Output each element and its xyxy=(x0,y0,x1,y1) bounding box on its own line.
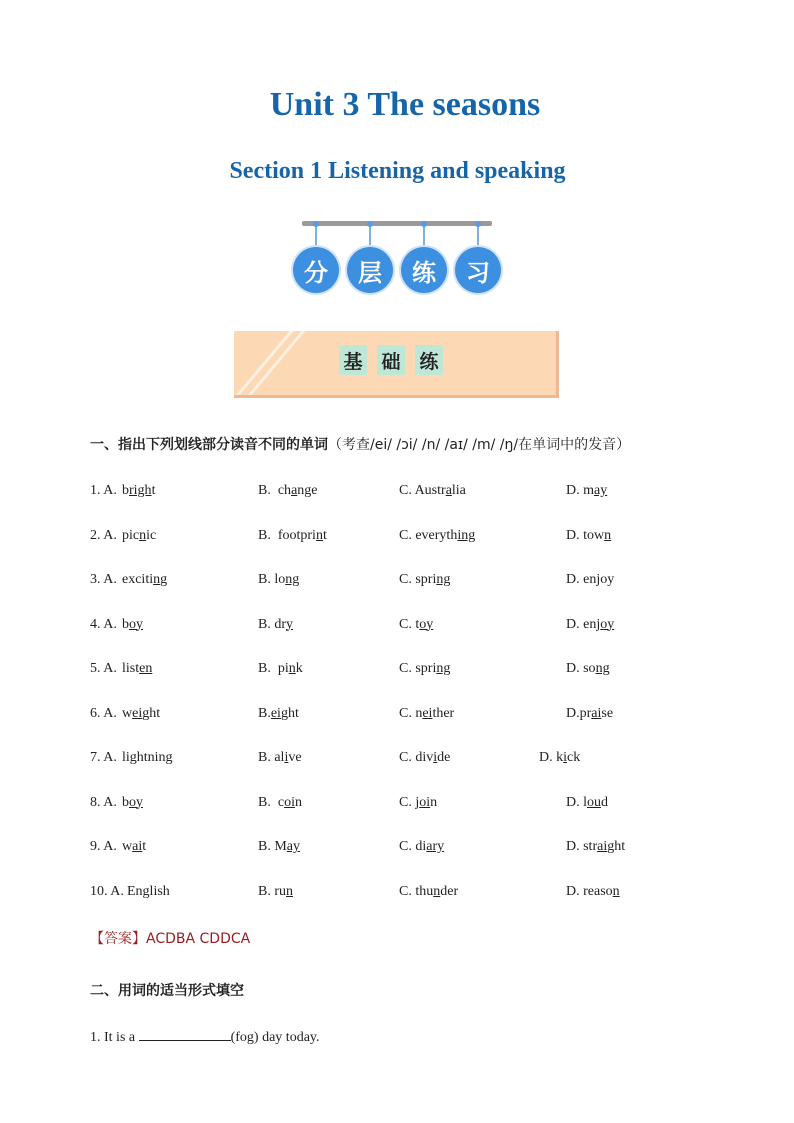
question-row xyxy=(0,795,794,815)
question-row xyxy=(0,839,794,859)
option-d: D. loud xyxy=(566,794,608,810)
option-c: C. spring xyxy=(399,661,451,676)
fill-suffix: (fog) day today. xyxy=(230,1030,320,1045)
option-b: B. run xyxy=(258,883,293,899)
tier-badge: 练 xyxy=(401,247,447,293)
option-c: C. diary xyxy=(399,839,445,854)
option-b: B. alive xyxy=(258,750,302,765)
option-c: C. thunder xyxy=(399,883,459,899)
option-a: English xyxy=(127,883,170,899)
option-d: D. town xyxy=(566,527,612,543)
question-row xyxy=(0,884,794,904)
section-heading xyxy=(90,434,630,454)
question-row xyxy=(0,750,794,770)
option-d: D. enjoy xyxy=(566,616,615,632)
question-number: 3. A. xyxy=(90,572,117,587)
question-row xyxy=(0,617,794,637)
option-b: B.eight xyxy=(258,705,299,721)
option-d: D. straight xyxy=(566,839,626,854)
option-a: boy xyxy=(122,794,143,810)
option-d: D. enjoy xyxy=(566,572,615,587)
question-number: 6. A. xyxy=(90,705,117,721)
option-b: B. May xyxy=(258,839,301,854)
section-heading-text: 一、指出下列划线部分读音不同的单词 xyxy=(90,437,328,453)
question-number: 1. A. xyxy=(90,483,117,498)
tier-badge: 分 xyxy=(293,247,339,293)
question-number: 2. A. xyxy=(90,527,117,543)
option-b: B. change xyxy=(258,483,318,498)
section-heading-note: （考查/ei/ /ɔi/ /n/ /aɪ/ /m/ /ŋ/在单词中的发音） xyxy=(328,437,631,453)
option-d: D. reason xyxy=(566,883,620,899)
question-number: 4. A. xyxy=(90,616,117,632)
option-a: weight xyxy=(122,705,161,721)
banner-tile: 练 xyxy=(415,345,443,375)
question-row xyxy=(0,572,794,592)
option-d: D. song xyxy=(566,661,610,676)
option-c: C. Australia xyxy=(399,483,466,498)
option-d: D. may xyxy=(566,483,608,498)
option-c: C. everything xyxy=(399,527,476,543)
tier-badge: 层 xyxy=(347,247,393,293)
level-banner xyxy=(234,331,559,398)
option-b: B. pink xyxy=(258,661,303,676)
option-a: picnic xyxy=(122,527,157,543)
question-number: 5. A. xyxy=(90,661,117,676)
question-number: 8. A. xyxy=(90,794,117,810)
fill-question xyxy=(90,1027,320,1046)
page-title: Unit 3 The seasons xyxy=(269,86,541,123)
answer-blank[interactable] xyxy=(139,1027,231,1041)
banner-tile: 基 xyxy=(339,345,367,375)
option-a: boy xyxy=(122,616,143,632)
option-a: exciting xyxy=(122,572,168,587)
question-number: 10. A. xyxy=(90,883,124,899)
option-c: C. spring xyxy=(399,572,451,587)
option-a: listen xyxy=(122,661,153,676)
option-b: B. dry xyxy=(258,616,293,632)
option-b: B. coin xyxy=(258,794,302,810)
section-heading: 二、用词的适当形式填空 xyxy=(90,983,244,999)
option-a: lightning xyxy=(122,750,173,765)
banner-tile: 础 xyxy=(377,345,405,375)
option-a: bright xyxy=(122,483,156,498)
option-b: B. long xyxy=(258,572,300,587)
option-c: C. toy xyxy=(399,616,434,632)
answer-key: 【答案】ACDBA CDDCA xyxy=(90,931,251,947)
option-d: D.praise xyxy=(566,705,614,721)
question-row xyxy=(0,528,794,548)
question-row xyxy=(0,483,794,503)
question-number: 9. A. xyxy=(90,839,117,854)
tier-badge: 习 xyxy=(455,247,501,293)
option-b: B. footprint xyxy=(258,527,327,543)
question-row xyxy=(0,706,794,726)
hanging-rail xyxy=(302,221,492,226)
page-subtitle: Section 1 Listening and speaking xyxy=(229,158,566,184)
question-row xyxy=(0,661,794,681)
option-c: C. divide xyxy=(399,750,451,765)
fill-prefix: 1. It is a xyxy=(90,1030,139,1045)
option-c: C. neither xyxy=(399,705,455,721)
option-c: C. join xyxy=(399,794,438,810)
question-number: 7. A. xyxy=(90,750,117,765)
option-a: wait xyxy=(122,839,147,854)
option-d: D. kick xyxy=(539,750,581,765)
